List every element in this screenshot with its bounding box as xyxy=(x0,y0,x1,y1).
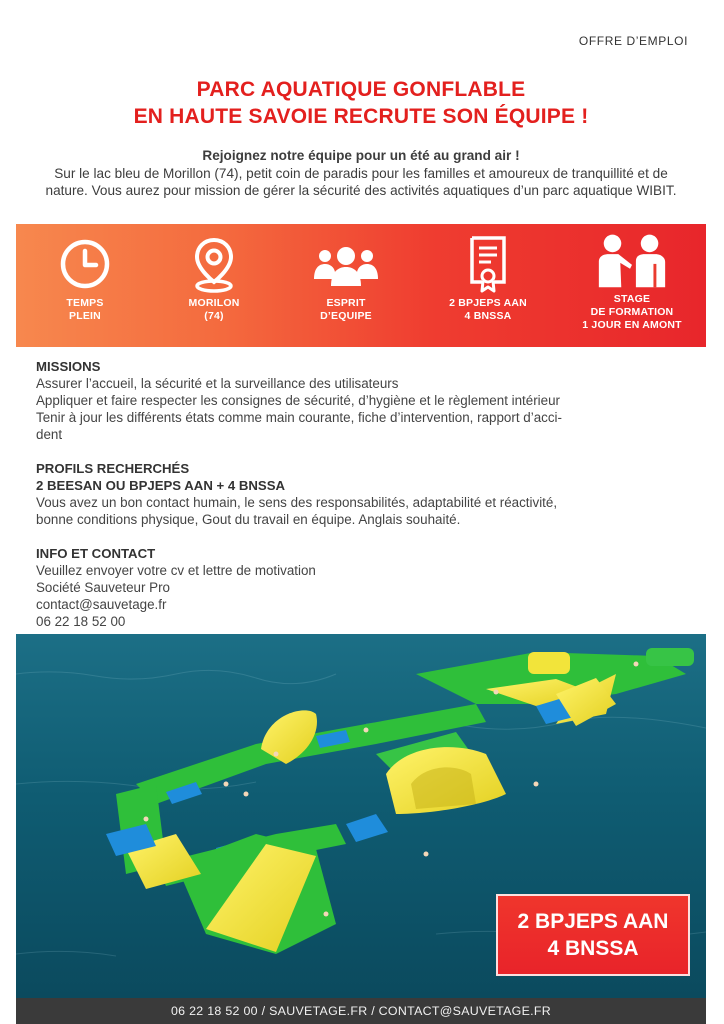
missions-line: Tenir à jour les différents états comme main courante, fiche d’intervention, rapport d’acci- xyxy=(36,410,562,425)
headline xyxy=(16,76,706,130)
location-pin-icon xyxy=(184,234,244,294)
contact-line: Veuillez envoyer votre cv et lettre de motivation xyxy=(36,563,316,578)
feature-label-line: TEMPS xyxy=(66,297,104,309)
clock-icon xyxy=(55,234,115,294)
feature-label-line: (74) xyxy=(204,310,224,322)
feature-training xyxy=(572,224,692,347)
feature-label xyxy=(286,297,406,323)
offer-tag: OFFRE D’EMPLOI xyxy=(578,34,688,48)
contact-phone[interactable]: 06 22 18 52 00 xyxy=(36,614,126,629)
footer-contact-bar: 06 22 18 52 00 / SAUVETAGE.FR / CONTACT@SAUVETAGE.FR xyxy=(16,998,706,1024)
team-icon xyxy=(311,234,381,294)
missions-line: dent xyxy=(36,427,63,442)
profiles-subtitle: 2 BEESAN OU BPJEPS AAN + 4 BNSSA xyxy=(36,478,286,493)
profiles-section xyxy=(36,460,686,528)
feature-label xyxy=(25,297,145,323)
profiles-line: bonne conditions physique, Gout du travail en équipe. Anglais souhaité. xyxy=(36,512,461,527)
feature-label-line: ESPRIT xyxy=(326,297,366,309)
feature-label-line: DE FORMATION xyxy=(590,306,674,318)
feature-certificates xyxy=(428,224,548,347)
contact-email[interactable]: contact@sauvetage.fr xyxy=(36,597,167,612)
feature-full-time xyxy=(25,224,145,347)
feature-label-line: 1 JOUR EN AMONT xyxy=(582,319,682,331)
contact-line: Société Sauveteur Pro xyxy=(36,580,170,595)
feature-label-line: STAGE xyxy=(613,293,651,305)
feature-label-line: 4 BNSSA xyxy=(464,310,512,322)
headline-line-2: EN HAUTE SAVOIE RECRUTE SON ÉQUIPE ! xyxy=(133,105,589,128)
badge-line-1: 2 BPJEPS AAN xyxy=(517,910,669,933)
intro-text: Sur le lac bleu de Morillon (74), petit coin de paradis pour les familles et amoureux de tranquillité et de nature. Vous aurez pour mission de gérer la sécurité des activités aquatiques d’un parc aquatique WIBIT. xyxy=(45,165,677,199)
missions-title: MISSIONS xyxy=(36,359,101,374)
features-banner xyxy=(16,224,706,347)
intro xyxy=(36,147,686,200)
missions-line: Assurer l’accueil, la sécurité et la surveillance des utilisateurs xyxy=(36,376,399,391)
headline-line-1: PARC AQUATIQUE GONFLABLE xyxy=(196,78,526,101)
aqua-park-photo xyxy=(16,634,706,998)
feature-label-line: D’EQUIPE xyxy=(320,310,372,322)
missions-line: Appliquer et faire respecter les consignes de sécurité, d’hygiène et le règlement intérieur xyxy=(36,393,561,408)
profiles-line: Vous avez un bon contact humain, le sens des responsabilités, adaptabilité et réactivité, xyxy=(36,495,558,510)
feature-label-line: 2 BPJEPS AAN xyxy=(449,297,527,309)
contact-section xyxy=(36,545,686,630)
intro-lead: Rejoignez notre équipe pour un été au grand air ! xyxy=(202,148,520,163)
feature-label xyxy=(572,293,692,332)
badge-line-2: 4 BNSSA xyxy=(547,937,639,960)
job-details xyxy=(36,358,686,647)
feature-location xyxy=(154,224,274,347)
contact-title: INFO ET CONTACT xyxy=(36,546,156,561)
feature-team-spirit xyxy=(286,224,406,347)
missions-section xyxy=(36,358,686,443)
training-icon xyxy=(593,230,671,290)
profiles-title: PROFILS RECHERCHÉS xyxy=(36,461,190,476)
certification-badge xyxy=(496,894,690,976)
feature-label-line: PLEIN xyxy=(69,310,101,322)
feature-label-line: MORILON xyxy=(188,297,240,309)
certificate-icon xyxy=(458,234,518,294)
job-offer-page xyxy=(16,14,706,1018)
feature-label xyxy=(428,297,548,323)
feature-label xyxy=(154,297,274,323)
